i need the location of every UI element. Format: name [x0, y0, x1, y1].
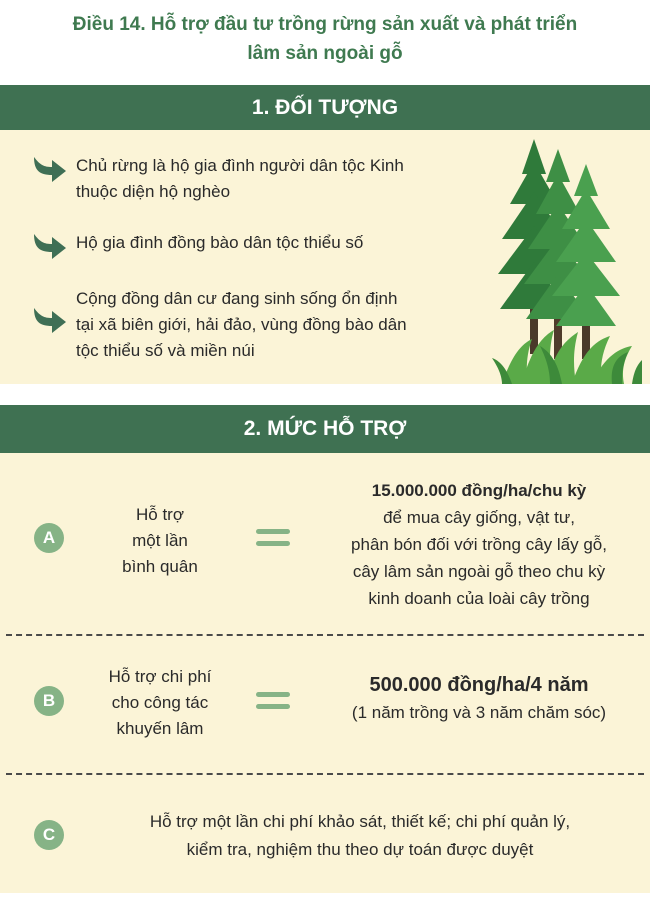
equals-icon	[256, 690, 290, 712]
row-b-note: (1 năm trồng và 3 năm chăm sóc)	[351, 703, 607, 722]
curved-arrow-icon	[30, 230, 70, 262]
equals-icon	[256, 527, 290, 549]
section-1-heading: 1. ĐỐI TƯỢNG	[0, 85, 650, 130]
badge-a: A	[34, 523, 64, 553]
row-a-label-line-3: bình quân	[122, 557, 198, 576]
row-b-label	[85, 664, 235, 742]
row-a-amount: 15.000.000 đồng/ha/chu kỳ	[371, 481, 587, 500]
row-a-label	[85, 502, 235, 580]
target-item-1-line-2: thuộc diện hộ nghèo	[76, 182, 231, 201]
row-c-text	[100, 808, 620, 864]
row-b-amount: 500.000 đồng/ha/4 năm	[369, 674, 589, 696]
divider	[6, 634, 644, 636]
target-item-3-line-1: Cộng đồng dân cư đang sinh sống ổn định	[76, 289, 398, 308]
row-a-detail-4: kinh doanh của loài cây trồng	[368, 589, 590, 608]
section-2-heading: 2. MỨC HỖ TRỢ	[0, 405, 650, 453]
row-a-value	[318, 477, 640, 612]
row-a-label-line-2: một lần	[132, 531, 188, 550]
badge-b: B	[34, 686, 64, 716]
page-title	[0, 10, 650, 68]
divider	[6, 773, 644, 775]
target-item-1-line-1: Chủ rừng là hộ gia đình người dân tộc Kinh	[76, 156, 404, 175]
row-c-line-2: kiểm tra, nghiệm thu theo dự toán được duyệt	[186, 840, 534, 859]
curved-arrow-icon	[30, 153, 70, 185]
row-b-label-line-3: khuyến lâm	[116, 719, 204, 738]
row-a-label-line-1: Hỗ trợ	[136, 505, 184, 524]
row-b-label-line-2: cho công tác	[111, 693, 209, 712]
badge-c: C	[34, 820, 64, 850]
row-a-detail-1: để mua cây giống, vật tư,	[383, 508, 575, 527]
row-b-value	[318, 672, 640, 726]
curved-arrow-icon	[30, 304, 70, 336]
row-b-label-line-1: Hỗ trợ chi phí	[108, 667, 212, 686]
row-a-detail-2: phân bón đối với trồng cây lấy gỗ,	[351, 535, 607, 554]
title-line-1: Điều 14. Hỗ trợ đầu tư trồng rừng sản xuất và phát triển	[72, 14, 578, 35]
row-a-detail-3: cây lâm sản ngoài gỗ theo chu kỳ	[352, 562, 606, 581]
target-item-3-line-2: tại xã biên giới, hải đảo, vùng đồng bào dân	[76, 315, 407, 334]
pine-tree-icon	[492, 134, 642, 386]
row-c-line-1: Hỗ trợ một lần chi phí khảo sát, thiết kế; chi phí quản lý,	[149, 812, 571, 831]
target-item-3-line-3: tộc thiểu số và miền núi	[76, 341, 255, 360]
title-line-2: lâm sản ngoài gỗ	[247, 43, 403, 64]
target-item-2-line-1: Hộ gia đình đồng bào dân tộc thiểu số	[76, 233, 364, 252]
